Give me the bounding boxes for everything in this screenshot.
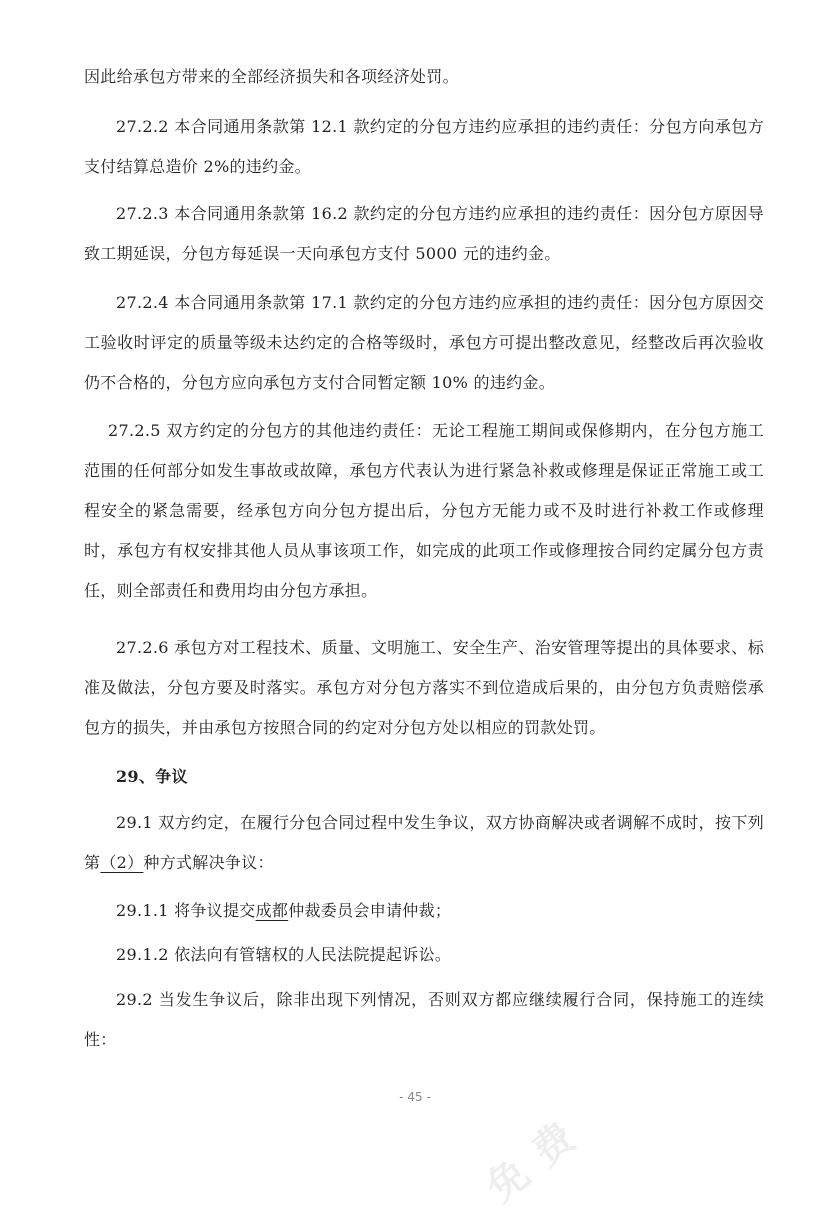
filled-blank: （2）	[100, 853, 144, 872]
clause-number: 27.2.2	[116, 117, 169, 136]
clause-number: 27.2.4	[116, 293, 169, 312]
paragraph-27-2-5: 27.2.5 双方约定的分包方的其他违约责任：无论工程施工期间或保修期内，在分包方施工范围的任何部分如发生事故或故障，承包方代表认为进行紧急补救或修理是保证正常施工或工程安全的紧急需要，经承包方向分包方提出后，分包方无能力或不及时进行补救工作或修理时，承包方有权安排其他人员从事该项工作，如完成的此项工作或修理按合同约定属分包方责任，则全部责任和费用均由分包方承担。	[84, 421, 764, 600]
clause-number: 27.2.3	[116, 204, 169, 223]
watermark: 免费	[478, 1103, 598, 1212]
paragraph-27-2-6: 27.2.6 承包方对工程技术、质量、文明施工、安全生产、治安管理等提出的具体要求、标准及做法，分包方要及时落实。承包方对分包方落实不到位造成后果的，由分包方负责赔偿承包方的损失，并由承包方按照合同的约定对分包方处以相应的罚款处罚。	[84, 638, 764, 737]
paragraph-29-2: 29.2 当发生争议后，除非出现下列情况，否则双方都应继续履行合同，保持施工的连续性：	[84, 990, 764, 1049]
paragraph-29-1-1: 29.1.1 将争议提交成都仲裁委员会申请仲裁；	[116, 901, 452, 920]
paragraph-27-2-2: 27.2.2 本合同通用条款第 12.1 款约定的分包方违约应承担的违约责任：分包方向承包方支付结算总造价 2%的违约金。	[84, 117, 764, 176]
paragraph-29-1: 29.1 双方约定，在履行分包合同过程中发生争议，双方协商解决或者调解不成时，按下列第（2）种方式解决争议：	[84, 813, 764, 872]
filled-blank: 成都	[255, 901, 289, 920]
paragraph-27-2-4: 27.2.4 本合同通用条款第 17.1 款约定的分包方违约应承担的违约责任：因分包方原因交工验收时评定的质量等级未达约定的合格等级时，承包方可提出整改意见，经整改后再次验收仍不合格的，分包方应向承包方支付合同暂定额 10% 的违约金。	[84, 293, 764, 392]
clause-number: 27.2.6	[116, 638, 169, 657]
page-number: - 45 -	[399, 1090, 431, 1104]
clause-number: 27.2.5	[108, 421, 161, 440]
section-heading: 29、争议	[116, 767, 188, 786]
paragraph-27-2-3: 27.2.3 本合同通用条款第 16.2 款约定的分包方违约应承担的违约责任：因分包方原因导致工期延误，分包方每延误一天向承包方支付 5000 元的违约金。	[84, 204, 764, 263]
paragraph-continuation: 因此给承包方带来的全部经济损失和各项经济处罚。	[84, 67, 459, 86]
paragraph-29-1-2: 29.1.2 依法向有管辖权的人民法院提起诉讼。	[116, 945, 452, 964]
